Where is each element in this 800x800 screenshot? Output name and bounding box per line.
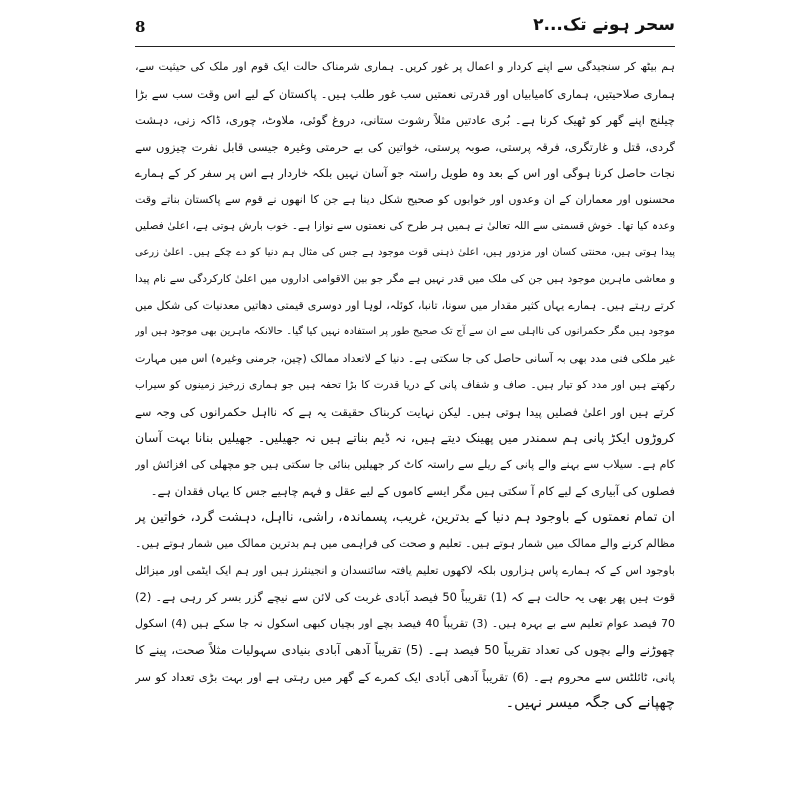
paragraph-1 [135,54,675,505]
text-line: فصلوں کی آبیاری کے لیے کام آ سکتی ہیں مگر ایسے کاموں کے لیے عقل و فہم چاہیے جس کا یہاں فقدان ہے۔ [150,484,675,498]
page-header [135,14,675,46]
text-line: چھپانے کی جگہ میسر نہیں۔ [505,695,675,711]
text-line: رکھتے ہیں اور مدد کو تیار ہیں۔ صاف و شفاف پانی کے دریا قدرت کا بڑا تحفہ ہیں جو ہماری زرخیز زمینوں کو سیراب [135,379,675,391]
paragraph-2 [135,505,675,717]
text-line: چھوڑنے والے بچوں کی تعداد تقریباً 50 فیصد ہے۔ (5) تقریباً آدھی آبادی بنیادی سہولیات مثلاً صحت، پینے کا [135,643,675,657]
text-line: پانی، ٹائلٹس سے محروم ہے۔ (6) تقریباً آدھی آبادی ایک کمرے کے گھر میں رہتی ہے اور بہت بڑی تعداد کو سر [135,669,675,684]
text-line: ان تمام نعمتوں کے باوجود ہم دنیا کے بدترین، غریب، پسماندہ، راشی، نااہل، دہشت گرد، خواتین پر [135,509,675,525]
text-line: موجود ہیں مگر حکمرانوں کی نااہلی سے ان سے آج تک صحیح طور پر استفادہ نہیں کیا گیا۔ حالانکہ ماہرین بھی موجود ہیں اور [135,326,675,337]
text-line: ہم بیٹھ کر سنجیدگی سے اپنے کردار و اعمال پر غور کریں۔ ہماری شرمناک حالت ایک قوم اور ملک کی حیثیت سے، [135,60,675,73]
page-number: 8 [135,18,146,36]
header-rule [135,46,675,47]
body-text [135,54,675,766]
text-line: کرتے ہیں اور اعلیٰ فصلیں پیدا ہوتی ہیں۔ لیکن نہایت کربناک حقیقت یہ ہے کہ نااہل حکمرانوں کی وجہ سے [135,404,675,419]
text-line: باوجود اس کے کہ ہمارے پاس ہزاروں بلکہ لاکھوں تعلیم یافتہ سائنسدان و انجینئرز ہیں اور ہم ایک ایٹمی اور میزائل [135,563,675,577]
text-line: وعدہ کیا تھا۔ خوش قسمتی سے اللہ تعالیٰ نے ہمیں ہر طرح کی نعمتوں سے نوازا ہے۔ خوب بارش ہوتی ہے، اعلیٰ فصلیں [135,220,675,232]
text-line: کروڑوں ایکڑ پانی ہم سمندر میں پھینک دیتے ہیں، نہ ڈیم بناتے ہیں نہ جھیلیں۔ جھیلیں بنانا بہت آسان [135,430,675,445]
text-line: محسنوں اور معماران کے ان وعدوں اور خوابوں کو صحیح شکل دینا ہے جن کا انھوں نے قوم سے پاکستان بناتے وقت [135,192,675,206]
text-line: قوت ہیں پھر بھی یہ حالت ہے کہ (1) تقریباً 50 فیصد آبادی غربت کی لائن سے نیچے گزر بسر کر رہی ہے۔ (2) [135,590,675,604]
text-line: کام ہے۔ سیلاب سے بہنے والے پانی کے ریلے سے راستہ کاٹ کر جھیلیں بنائی جا سکتی ہیں جو مچھلی کی افزائش اور [135,457,675,471]
text-line: ہماری صلاحیتیں، ہماری کامیابیاں اور قدرتی نعمتیں سب غور طلب ہیں۔ پاکستان کے لیے اس وقت سب سے بڑا [135,86,675,101]
text-line: گردی، قتل و غارتگری، فرقہ پرستی، صوبہ پرستی، خواتین کی بے حرمتی وغیرہ جیسی قابل نفرت چیزوں سے [135,139,675,154]
text-line: مظالم کرنے والے ممالک میں شمار ہوتے ہیں۔ تعلیم و صحت کی فراہمی میں ہم بدترین ممالک میں شمار ہوتے ہیں۔ [135,537,675,550]
text-line: و معاشی ماہرین موجود ہیں جن کی ملک میں قدر نہیں ہے مگر جو بین الاقوامی اداروں میں اعلیٰ کارکردگی سے نام پیدا [135,273,675,285]
text-line: غیر ملکی فنی مدد بھی بہ آسانی حاصل کی جا سکتی ہے۔ دنیا کے لاتعداد ممالک (چین، جرمنی وغیرہ) اس میں مہارت [135,351,675,365]
text-line: کرتے رہتے ہیں۔ ہمارے یہاں کثیر مقدار میں سونا، تانبا، کوئلہ، لوہا اور دوسری قیمتی دھاتیں معدنیات کی شکل میں [135,298,675,312]
text-line: نجات حاصل کرنا ہوگی اور اس کے بعد وہ طویل راستہ جو آسان نہیں بلکہ خاردار ہے اس پر سفر کر کے ہمارے [135,166,675,180]
text-line: پیدا ہوتی ہیں، محنتی کسان اور مزدور ہیں، اعلیٰ ذہنی قوت موجود ہے جس کی مثال ہم دنیا کو دے چکے ہیں۔ اعلیٰ زرعی [135,246,675,258]
text-line: 70 فیصد عوام تعلیم سے بے بہرہ ہیں۔ (3) تقریباً 40 فیصد بچے اور بچیاں کبھی اسکول نہ جا سکے ہیں (4) اسکول [135,616,675,630]
running-title: سحر ہونے تک...۲ [533,15,675,35]
text-line: چیلنج اپنے گھر کو ٹھیک کرنا ہے۔ بُری عادتیں مثلاً رشوت ستانی، دروغ گوئی، ملاوٹ، چوری، ڈاکہ زنی، دہشت [135,113,675,127]
